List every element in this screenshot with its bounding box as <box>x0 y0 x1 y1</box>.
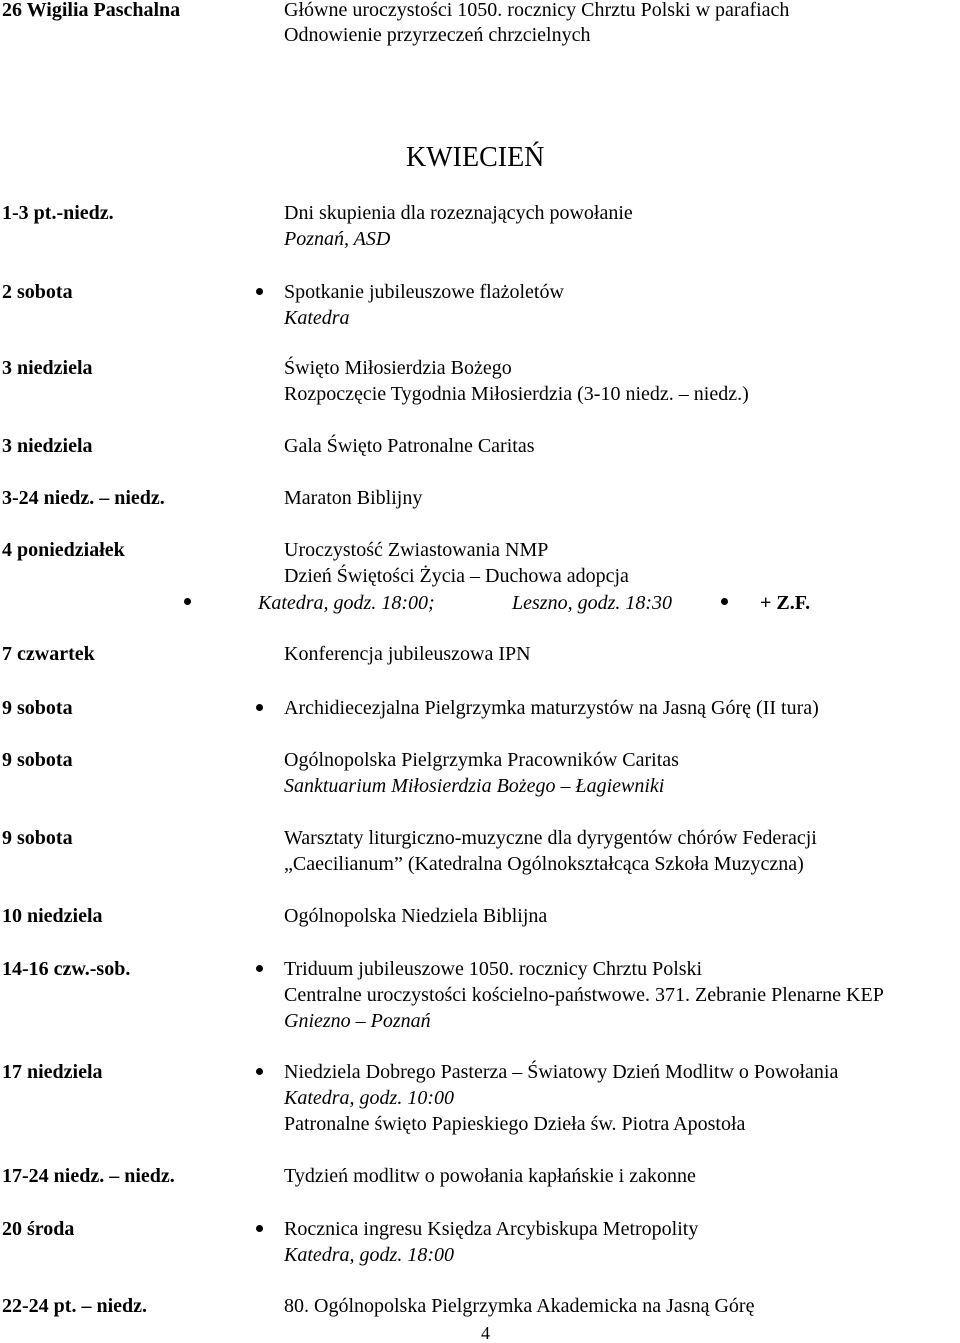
entry-place: Poznań, ASD <box>284 228 391 250</box>
entry-date: 9 sobota <box>2 697 73 719</box>
bullet-icon <box>256 965 263 972</box>
entry-date: 3-24 niedz. – niedz. <box>2 487 165 509</box>
entry-text: Patronalne święto Papieskiego Dzieła św. Piotra Apostoła <box>284 1113 746 1135</box>
entry-text: Ogólnopolska Pielgrzymka Pracowników Caritas <box>284 749 679 771</box>
bullet-icon <box>721 598 728 605</box>
entry-date: 2 sobota <box>2 281 73 303</box>
entry-date: 3 niedziela <box>2 435 93 457</box>
entry-text: Konferencja jubileuszowa IPN <box>284 643 531 665</box>
entry-place: Leszno, godz. 18:30 <box>512 592 673 614</box>
entry-text: Niedziela Dobrego Pasterza – Światowy Dzień Modlitw o Powołania <box>284 1061 839 1083</box>
entry-date: 10 niedziela <box>2 905 103 927</box>
entry-text: Tydzień modlitw o powołania kapłańskie i zakonne <box>284 1165 696 1187</box>
entry-text: Maraton Biblijny <box>284 487 423 509</box>
entry-date: 17-24 niedz. – niedz. <box>2 1165 175 1187</box>
entry-text: Rozpoczęcie Tygodnia Miłosierdzia (3-10 niedz. – niedz.) <box>284 383 749 405</box>
entry-date: 1-3 pt.-niedz. <box>2 202 114 224</box>
entry-date: 22-24 pt. – niedz. <box>2 1295 147 1317</box>
entry-date: 7 czwartek <box>2 643 95 665</box>
entry-text: „Caecilianum” (Katedralna Ogólnokształcąca Szkoła Muzyczna) <box>284 853 804 875</box>
entry-place: Sanktuarium Miłosierdzia Bożego – Łagiewniki <box>284 775 665 797</box>
bullet-icon <box>256 1068 263 1075</box>
entry-place: Katedra, godz. 10:00 <box>284 1087 454 1109</box>
entry-text: Dni skupienia dla rozeznających powołanie <box>284 202 633 224</box>
bullet-icon <box>256 1225 263 1232</box>
entry-note: + Z.F. <box>760 592 811 614</box>
entry-place: Katedra, godz. 18:00; <box>258 592 435 614</box>
entry-date: 17 niedziela <box>2 1061 103 1083</box>
entry-date: 3 niedziela <box>2 357 93 379</box>
entry-date: 9 sobota <box>2 749 73 771</box>
bullet-icon <box>256 288 263 295</box>
entry-place: Katedra <box>284 307 350 329</box>
entry-place: Gniezno – Poznań <box>284 1010 431 1032</box>
bullet-icon <box>256 704 263 711</box>
entry-text: Główne uroczystości 1050. rocznicy Chrztu Polski w parafiach <box>284 0 790 21</box>
entry-text: 80. Ogólnopolska Pielgrzymka Akademicka na Jasną Górę <box>284 1295 755 1317</box>
bullet-icon <box>184 598 191 605</box>
entry-date: 26 Wigilia Paschalna <box>2 0 181 21</box>
entry-text: Archidiecezjalna Pielgrzymka maturzystów na Jasną Górę (II tura) <box>284 697 819 719</box>
entry-text: Uroczystość Zwiastowania NMP <box>284 539 549 561</box>
entry-text: Gala Święto Patronalne Caritas <box>284 435 535 457</box>
entry-text: Triduum jubileuszowe 1050. rocznicy Chrztu Polski <box>284 958 703 980</box>
entry-text: Ogólnopolska Niedziela Biblijna <box>284 905 548 927</box>
month-title: KWIECIEŃ <box>406 142 545 173</box>
entry-text: Spotkanie jubileuszowe flażoletów <box>284 281 564 303</box>
entry-date: 20 środa <box>2 1218 75 1240</box>
entry-text: Święto Miłosierdzia Bożego <box>284 357 512 379</box>
entry-text: Dzień Świętości Życia – Duchowa adopcja <box>284 565 629 587</box>
page-number: 4 <box>481 1323 490 1343</box>
entry-text: Odnowienie przyrzeczeń chrzcielnych <box>284 24 591 46</box>
entry-date: 14-16 czw.-sob. <box>2 958 131 980</box>
entry-place: Katedra, godz. 18:00 <box>284 1244 454 1266</box>
entry-text: Warsztaty liturgiczno-muzyczne dla dyrygentów chórów Federacji <box>284 827 817 849</box>
entry-date: 9 sobota <box>2 827 73 849</box>
entry-date: 4 poniedziałek <box>2 539 125 561</box>
entry-text: Centralne uroczystości kościelno-państwowe. 371. Zebranie Plenarne KEP <box>284 984 884 1006</box>
entry-text: Rocznica ingresu Księdza Arcybiskupa Metropolity <box>284 1218 699 1240</box>
